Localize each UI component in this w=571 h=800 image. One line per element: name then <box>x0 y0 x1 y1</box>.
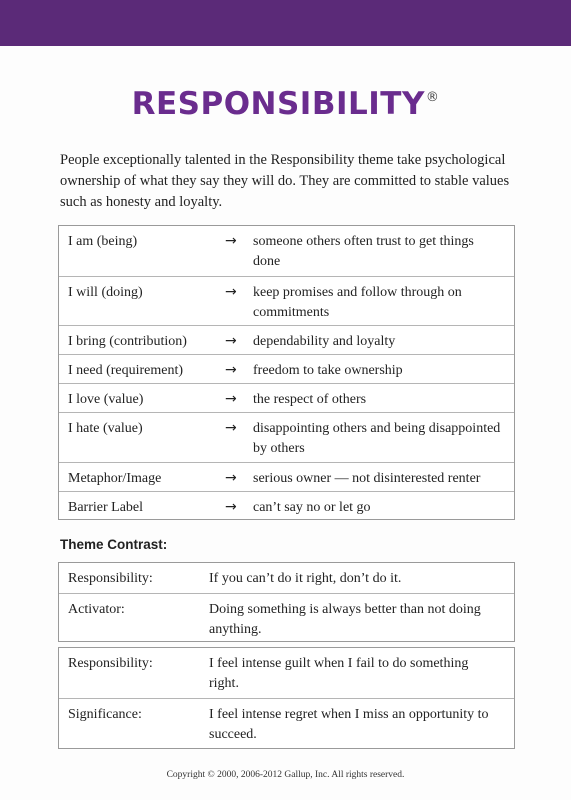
table-row <box>59 412 514 462</box>
theme-contrast-heading: Theme Contrast: <box>60 537 168 552</box>
row-label: Metaphor/Image <box>68 471 162 486</box>
table-row <box>59 648 514 698</box>
table-row <box>59 325 514 354</box>
row-value: serious owner — not disinterested renter <box>253 471 481 486</box>
contrast-statement: If you can’t do it right, don’t do it. <box>209 571 402 586</box>
arrow-right-icon: → <box>225 499 237 515</box>
row-value: disappointing others and being disappointed by others <box>253 421 501 456</box>
row-value: the respect of others <box>253 392 367 407</box>
table-row <box>59 593 514 641</box>
page-title <box>0 86 571 122</box>
contrast-theme-label: Responsibility: <box>68 656 153 671</box>
row-label: I love (value) <box>68 392 144 407</box>
contrast-table-1 <box>58 562 515 642</box>
arrow-right-icon: → <box>225 391 237 407</box>
trademark-symbol: ® <box>425 90 440 105</box>
table-row <box>59 383 514 412</box>
row-label: I am (being) <box>68 234 138 249</box>
row-label: I bring (contribution) <box>68 334 187 349</box>
contrast-statement: Doing something is always better than not doing anything. <box>209 602 481 637</box>
table-row <box>59 226 514 276</box>
table-row <box>59 563 514 593</box>
table-row <box>59 354 514 383</box>
arrow-right-icon: → <box>225 420 237 436</box>
row-label: Barrier Label <box>68 500 144 515</box>
contrast-theme-label: Significance: <box>68 707 142 722</box>
row-value: freedom to take ownership <box>253 363 403 378</box>
arrow-right-icon: → <box>225 284 237 300</box>
intro-paragraph: People exceptionally talented in the Responsibility theme take psychological ownership of what they say they will do. They are committed to stable values such as honesty and loyalty. <box>60 152 510 210</box>
row-value: someone others often trust to get things done <box>253 234 474 269</box>
row-label: I hate (value) <box>68 421 143 436</box>
row-label: I need (requirement) <box>68 363 184 378</box>
top-color-band <box>0 0 571 46</box>
contrast-table-2 <box>58 647 515 749</box>
arrow-right-icon: → <box>225 233 237 249</box>
arrow-right-icon: → <box>225 470 237 486</box>
arrow-right-icon: → <box>225 362 237 378</box>
table-row <box>59 698 514 748</box>
row-value: dependability and loyalty <box>253 334 396 349</box>
theme-table <box>58 225 515 520</box>
copyright-footer: Copyright © 2000, 2006-2012 Gallup, Inc. All rights reserved. <box>166 770 405 780</box>
table-row <box>59 276 514 325</box>
contrast-statement: I feel intense guilt when I fail to do something right. <box>209 656 469 691</box>
title-text: RESPONSIBILITY <box>131 86 425 122</box>
contrast-theme-label: Responsibility: <box>68 571 153 586</box>
table-row <box>59 462 514 491</box>
row-value: can’t say no or let go <box>253 500 371 515</box>
row-label: I will (doing) <box>68 285 143 300</box>
row-value: keep promises and follow through on commitments <box>253 285 462 320</box>
contrast-statement: I feel intense regret when I miss an opportunity to succeed. <box>209 707 489 742</box>
arrow-right-icon: → <box>225 333 237 349</box>
table-row <box>59 491 514 519</box>
contrast-theme-label: Activator: <box>68 602 125 617</box>
